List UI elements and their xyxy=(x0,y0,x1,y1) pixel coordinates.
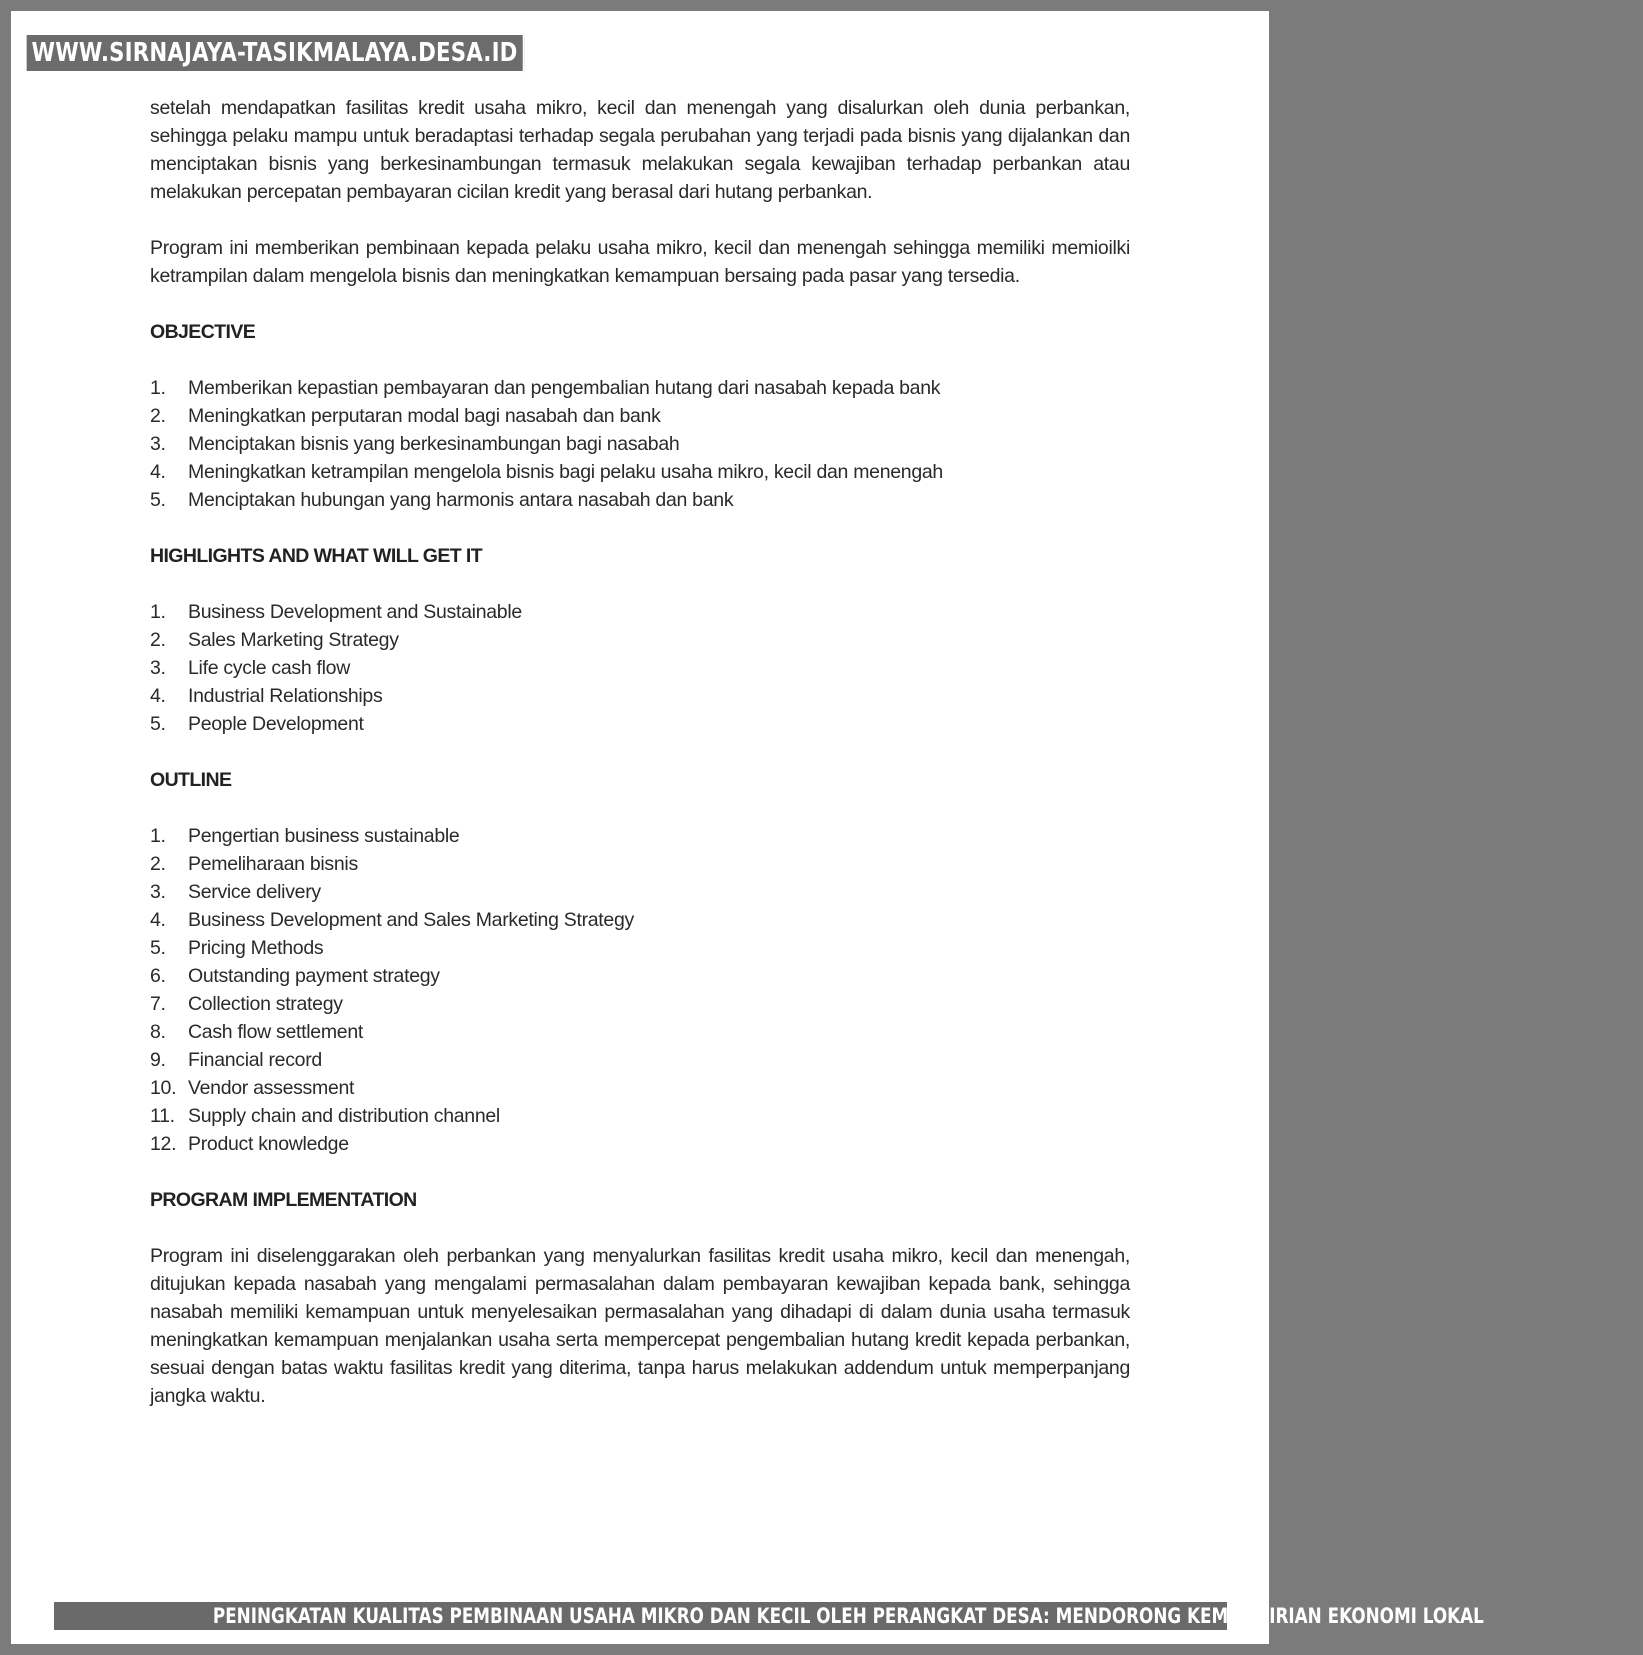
list-item xyxy=(150,598,1130,626)
list-item xyxy=(150,1018,1130,1046)
list-number: 12. xyxy=(150,1133,177,1155)
list-text: Memberikan kepastian pembayaran dan pengembalian hutang dari nasabah kepada bank xyxy=(188,377,941,399)
article-caption-text: PENINGKATAN KUALITAS PEMBINAAN USAHA MIKRO DAN KECIL OLEH PERANGKAT DESA: MENDORONG KEMANDIRIAN EKONOMI LOKAL xyxy=(212,1604,1484,1628)
list-item xyxy=(150,850,1130,878)
list-text: Financial record xyxy=(188,1049,322,1071)
list-text: Industrial Relationships xyxy=(188,685,383,707)
list-text: Service delivery xyxy=(188,881,321,903)
list-text: Pengertian business sustainable xyxy=(188,825,460,847)
list-number: 2. xyxy=(150,853,166,875)
list-text: Business Development and Sales Marketing Strategy xyxy=(188,909,634,931)
list-text: People Development xyxy=(188,713,364,735)
list-text: Business Development and Sustainable xyxy=(188,601,522,623)
section-heading-highlights: HIGHLIGHTS AND WHAT WILL GET IT xyxy=(150,545,483,567)
list-text: Pemeliharaan bisnis xyxy=(188,853,358,875)
objective-list xyxy=(150,374,1130,514)
list-text: Menciptakan hubungan yang harmonis antara nasabah dan bank xyxy=(188,489,734,511)
list-number: 9. xyxy=(150,1049,166,1071)
list-item xyxy=(150,906,1130,934)
list-item xyxy=(150,430,1130,458)
list-number: 4. xyxy=(150,461,166,483)
list-number: 11. xyxy=(150,1105,175,1127)
list-text: Supply chain and distribution channel xyxy=(188,1105,500,1127)
list-item xyxy=(150,1046,1130,1074)
list-text: Vendor assessment xyxy=(188,1077,355,1099)
list-item xyxy=(150,1102,1130,1130)
list-number: 4. xyxy=(150,909,166,931)
site-watermark: WWW.SIRNAJAYA-TASIKMALAYA.DESA.ID xyxy=(25,33,524,73)
list-item xyxy=(150,458,1130,486)
list-item xyxy=(150,682,1130,710)
list-number: 3. xyxy=(150,881,166,903)
list-item xyxy=(150,1130,1130,1158)
article-caption xyxy=(54,1602,1484,1630)
list-number: 1. xyxy=(150,825,166,847)
list-item xyxy=(150,626,1130,654)
list-item xyxy=(150,654,1130,682)
intro-paragraph-1: setelah mendapatkan fasilitas kredit usaha mikro, kecil dan menengah yang disalurkan oleh dunia perbankan, sehingga pelaku mampu untuk beradaptasi terhadap segala perubahan yang terjadi pada bisnis yang dijalankan dan menciptakan bisnis yang berkesinambungan termasuk melakukan segala kewajiban terhadap perbankan atau melakukan percepatan pembayaran cicilan kredit yang berasal dari hutang perbankan. xyxy=(150,97,1130,203)
list-text: Life cycle cash flow xyxy=(188,657,350,679)
list-item xyxy=(150,962,1130,990)
list-item xyxy=(150,990,1130,1018)
list-item xyxy=(150,822,1130,850)
list-number: 8. xyxy=(150,1021,166,1043)
list-text: Meningkatkan perputaran modal bagi nasabah dan bank xyxy=(188,405,661,427)
section-heading-outline: OUTLINE xyxy=(150,769,232,791)
list-number: 5. xyxy=(150,713,166,735)
list-number: 7. xyxy=(150,993,166,1015)
section-heading-implementation: PROGRAM IMPLEMENTATION xyxy=(150,1189,417,1211)
list-text: Menciptakan bisnis yang berkesinambungan bagi nasabah xyxy=(188,433,680,455)
list-text: Pricing Methods xyxy=(188,937,324,959)
document-body xyxy=(150,94,1130,1438)
outline-list xyxy=(150,822,1130,1158)
list-text: Outstanding payment strategy xyxy=(188,965,440,987)
list-text: Meningkatkan ketrampilan mengelola bisnis bagi pelaku usaha mikro, kecil dan menengah xyxy=(188,461,943,483)
list-item xyxy=(150,710,1130,738)
list-number: 10. xyxy=(150,1077,177,1099)
list-number: 5. xyxy=(150,489,166,511)
list-item xyxy=(150,878,1130,906)
list-number: 3. xyxy=(150,657,166,679)
list-item xyxy=(150,402,1130,430)
list-number: 1. xyxy=(150,601,166,623)
list-text: Collection strategy xyxy=(188,993,343,1015)
implementation-paragraph: Program ini diselenggarakan oleh perbankan yang menyalurkan fasilitas kredit usaha mikro, kecil dan menengah, ditujukan kepada nasabah yang mengalami permasalahan dalam pembayaran kewajiban kepada bank, sehingga nasabah memiliki kemampuan untuk menyelesaikan permasalahan yang dihadapi di dalam dunia usaha termasuk meningkatkan kemampuan menjalankan usaha serta mempercepat pengembalian hutang kredit kepada perbankan, sesuai dengan batas waktu fasilitas kredit yang diterima, tanpa harus melakukan addendum untuk memperpanjang jangka waktu. xyxy=(150,1245,1130,1407)
list-number: 4. xyxy=(150,685,166,707)
list-number: 2. xyxy=(150,405,166,427)
list-number: 3. xyxy=(150,433,166,455)
list-item xyxy=(150,374,1130,402)
list-number: 6. xyxy=(150,965,166,987)
list-text: Cash flow settlement xyxy=(188,1021,363,1043)
list-number: 5. xyxy=(150,937,166,959)
intro-paragraph-2: Program ini memberikan pembinaan kepada pelaku usaha mikro, kecil dan menengah sehingga memiliki memioilki ketrampilan dalam mengelola bisnis dan meningkatkan kemampuan bersaing pada pasar yang tersedia. xyxy=(150,237,1130,287)
list-text: Product knowledge xyxy=(188,1133,349,1155)
list-item xyxy=(150,486,1130,514)
section-heading-objective: OBJECTIVE xyxy=(150,321,256,343)
list-item xyxy=(150,934,1130,962)
list-text: Sales Marketing Strategy xyxy=(188,629,399,651)
highlights-list xyxy=(150,598,1130,738)
list-number: 1. xyxy=(150,377,166,399)
list-item xyxy=(150,1074,1130,1102)
list-number: 2. xyxy=(150,629,166,651)
